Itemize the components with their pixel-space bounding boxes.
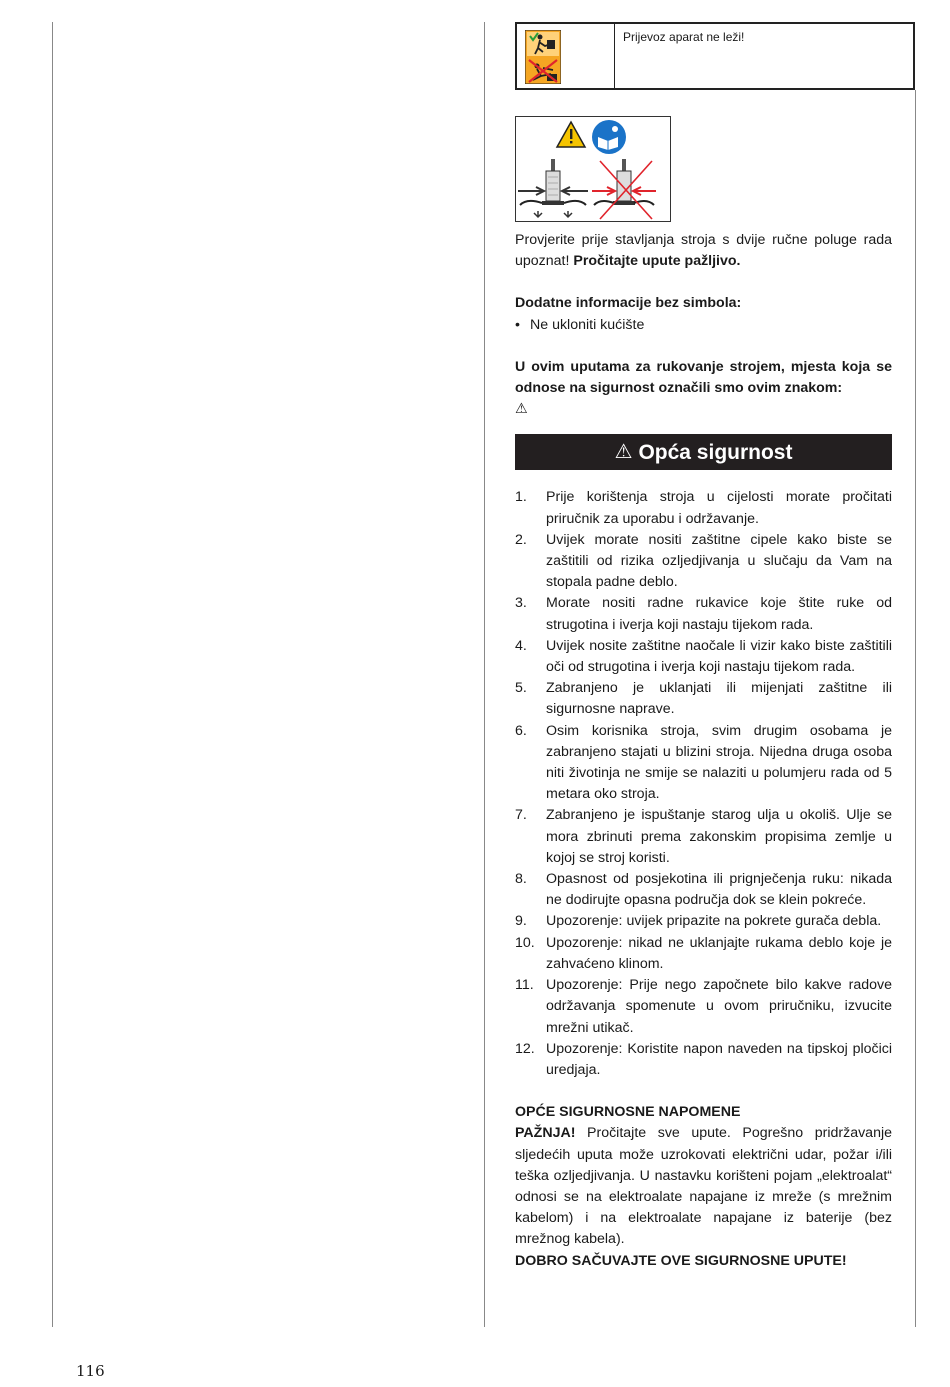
list-item-text: Upozorenje: nikad ne uklanjajte rukama deblo koje je zahvaćeno klinom. [546, 934, 892, 972]
warning-triangle-icon [557, 122, 585, 147]
list-item-text: Upozorenje: Prije nego započnete bilo kakve radove održavanja spomenute u ovom priručniku, izvucite mrežni utikač. [546, 977, 892, 1036]
list-item: • Ne ukloniti kućište [515, 315, 892, 336]
list-item-number: 9. [515, 913, 527, 930]
list-item-number: 11. [515, 977, 534, 994]
list-item-number: 5. [515, 680, 527, 697]
attention-label: PAŽNJA! [515, 1125, 576, 1142]
list-item-number: 10. [515, 934, 535, 951]
main-column [515, 230, 892, 1272]
list-item-text: Osim korisnika stroja, svim drugim osobama je zabranjeno stajati u blizini stroja. Nijedna druga osoba niti životinja ne smije se nalaziti u polumjeru rada od 5 metara oko stroja. [546, 722, 892, 803]
intro-emphasis: Pročitajte upute pažljivo. [573, 253, 741, 270]
list-item-text: Opasnost od posjekotina ili prignječenja ruku: nikada ne dodirujte opasna područja dok se klein pokreće. [546, 871, 892, 909]
general-safety-paragraph [515, 1123, 892, 1250]
general-safety-text: Pročitajte sve upute. Pogrešno pridržavanje sljedećih uputa može uzrokovati električni udar, požar i/ili teška ozljedjivanja. U nastavku korišteni pojam „elektroalat“ odnosi se na elektroalate napajane iz mreže (s mrežnim kabelom) i na elektroalate napajane iz baterije (bez mrežnog kabela). [515, 1125, 892, 1248]
transport-icon-cell [517, 24, 615, 88]
intro-text: Provjerite prije stavljanja stroja s dvije ručne poluge rada upoznat! [515, 232, 892, 270]
right-margin-rule [915, 90, 916, 1327]
list-item [515, 636, 892, 678]
list-item [515, 805, 892, 869]
list-item-text: Morate nositi radne rukavice koje štite ruke od strugotina i iverja koji nastaju tijekom rada. [546, 595, 892, 633]
list-item [515, 975, 892, 1039]
list-item [515, 1039, 892, 1081]
list-item-number: 12. [515, 1040, 535, 1057]
list-item [515, 530, 892, 594]
list-item [515, 593, 892, 635]
list-item [515, 721, 892, 806]
list-item-number: 6. [515, 722, 527, 739]
list-item-number: 2. [515, 531, 527, 548]
list-item-number: 4. [515, 637, 527, 654]
additional-info-heading: Dodatne informacije bez simbola: [515, 295, 742, 312]
list-item-text: Uvijek nosite zaštitne naočale li vizir kako biste zaštitili oči od strugotina i iverja koji nastaju tijekom rada. [546, 637, 892, 676]
list-item [515, 933, 892, 975]
page-number: 116 [76, 1362, 105, 1380]
section-banner [515, 434, 892, 470]
keep-instructions-note: DOBRO SAČUVAJTE OVE SIGURNOSNE UPUTE! [515, 1252, 847, 1269]
list-item-text: Upozorenje: Koristite napon naveden na tipskoj pločici uredjaja. [546, 1040, 892, 1078]
list-item-text: Upozorenje: uvijek pripazite na pokrete gurača debla. [546, 913, 882, 930]
general-safety-heading: OPĆE SIGURNOSNE NAPOMENE [515, 1104, 741, 1121]
list-item-number: 1. [515, 489, 527, 506]
list-item [515, 911, 892, 932]
safety-rules-list [515, 487, 892, 1081]
column-divider [484, 22, 485, 1327]
list-item-number: 7. [515, 807, 527, 824]
list-item-text: Uvijek morate nositi zaštitne cipele kako biste se zaštitili od rizika ozljedjivanja u slučaju da Vam na stopala padne deblo. [546, 531, 892, 591]
list-item-number: 8. [515, 871, 527, 888]
intro-paragraph [515, 230, 892, 272]
list-item-text: Prije korištenja stroja u cijelosti morate pročitati priručnik za uporabu i održavanje. [546, 489, 892, 527]
list-item-text: Zabranjeno je ispuštanje starog ulja u okoliš. Ulje se mora zbrinuti prema zakonskim propisima zemlje u kojoj se stroj koristi. [546, 807, 892, 866]
list-item [515, 869, 892, 911]
warning-triangle-icon: ⚠ [614, 440, 633, 463]
list-item-number: 3. [515, 595, 527, 612]
safety-notice-text: U ovim uputama za rukovanje strojem, mjesta koja se odnose na sigurnost označili smo ovim znakom: [515, 358, 892, 397]
list-item [515, 487, 892, 529]
two-hand-operation-figure [515, 116, 671, 222]
section-title: Opća sigurnost [638, 440, 793, 464]
additional-info-item: Ne ukloniti kućište [530, 316, 645, 333]
read-manual-icon [592, 120, 626, 154]
transport-warning-text: Prijevoz aparat ne leži! [623, 30, 745, 44]
left-margin-rule [52, 22, 53, 1327]
safety-notice-symbol: ⚠ [515, 401, 528, 418]
transport-warning-icon [525, 30, 561, 84]
list-item [515, 678, 892, 720]
list-item-text: Zabranjeno je uklanjati ili mijenjati zaštitne ili sigurnosne naprave. [546, 680, 892, 718]
transport-warning-table [515, 22, 915, 90]
two-hand-operation-icon [518, 159, 656, 219]
